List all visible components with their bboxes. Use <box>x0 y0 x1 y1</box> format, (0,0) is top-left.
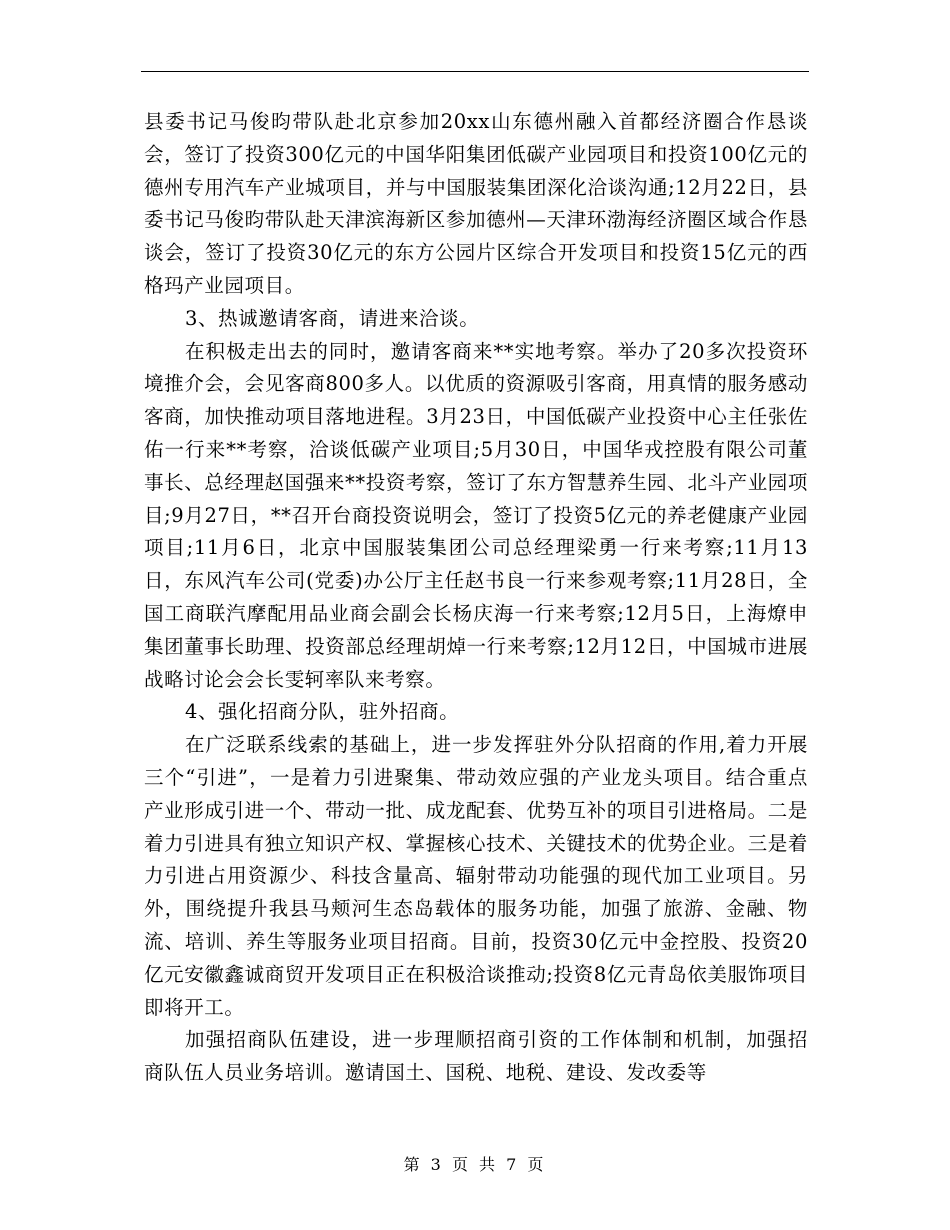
paragraph-4-heading: 4、强化招商分队，驻外招商。 <box>184 700 460 724</box>
paragraph-3: 在积极走出去的同时，邀请客商来**实地考察。举办了20多次投资环境推介会，会见客商800多人。以优质的资源吸引客商，用真情的服务感动客商，加快推动项目落地进程。3月23日，中国低碳产业投资中心主任张佐佑一行来**考察，洽谈低碳产业项目;5月30日，中国华戎控股有限公司董事长、总经理赵国强来**投资考察，签订了东方智慧养生园、北斗产业园项目;9月27日，**召开台商投资说明会，签订了投资5亿元的养老健康产业园项目;11月6日，北京中国服装集团公司总经理梁勇一行来考察;11月13日，东风汽车公司(党委)办公厅主任赵书良一行来参观考察;11月28日，全国工商联汽摩配用品业商会副会长杨庆海一行来考察;12月5日，上海燎申集团董事长助理、投资部总经理胡焯一行来考察;12月12日，中国城市进展战略讨论会会长雯轲率队来考察。 <box>144 339 808 691</box>
page-number-footer: 第 3 页 共 7 页 <box>403 1155 547 1174</box>
document-body <box>144 106 808 1090</box>
paragraph-1: 县委书记马俊昀带队赴北京参加20xx山东德州融入首都经济圈合作恳谈会，签订了投资300亿元的中国华阳集团低碳产业园项目和投资100亿元的德州专用汽车产业城项目，并与中国服装集团深化洽谈沟通;12月22日，县委书记马俊昀带队赴天津滨海新区参加德州—天津环渤海经济圈区域合作恳谈会，签订了投资30亿元的东方公园片区综合开发项目和投资15亿元的西格玛产业园项目。 <box>144 110 808 297</box>
paragraph-2-heading: 3、热诚邀请客商，请进来洽谈。 <box>184 306 480 330</box>
paragraph-5: 在广泛联系线索的基础上，进一步发挥驻外分队招商的作用,着力开展三个“引进”，一是着力引进聚集、带动效应强的产业龙头项目。结合重点产业形成引进一个、带动一批、成龙配套、优势互补的项目引进格局。二是着力引进具有独立知识产权、掌握核心技术、关键技术的优势企业。三是着力引进占用资源少、科技含量高、辐射带动功能强的现代加工业项目。另外，围绕提升我县马颊河生态岛载体的服务功能，加强了旅游、金融、物流、培训、养生等服务业项目招商。目前，投资30亿元中金控股、投资20亿元安徽鑫诚商贸开发项目正在积极洽谈推动;投资8亿元青岛依美服饰项目即将开工。 <box>144 733 808 1019</box>
header-rule <box>141 71 809 72</box>
paragraph-6: 加强招商队伍建设，进一步理顺招商引资的工作体制和机制，加强招商队伍人员业务培训。邀请国土、国税、地税、建设、发改委等 <box>144 1028 808 1085</box>
